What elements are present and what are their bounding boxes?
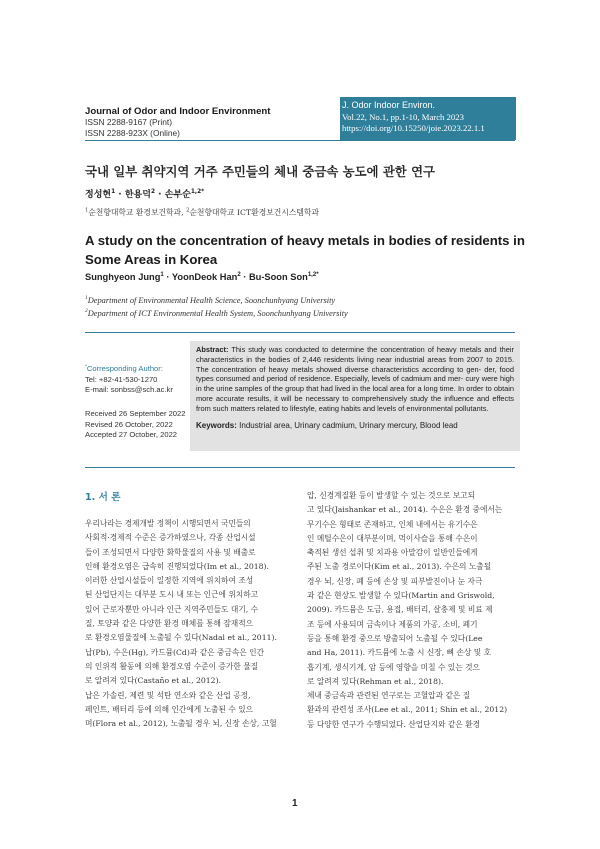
text-line: 로 알려져 있다(Rehman et al., 2018).: [307, 676, 444, 686]
text-line: 우리나라는 경제개발 정책이 시행되면서 국민들의: [85, 519, 251, 528]
affil-en-1-sup: 1: [85, 295, 88, 302]
author-en-2-sup: 2: [237, 271, 241, 278]
section-heading-introduction: 1. 서 론: [85, 492, 121, 503]
text-line: 질, 토양과 같은 다양한 환경 매체를 통해 잠재적으: [85, 619, 254, 629]
abstract-line: This study was conducted to determine the concentration of heavy metals and: [231, 345, 497, 354]
author-separator: ·: [163, 272, 172, 282]
text-line: 있어 근로자뿐만 아니라 인근 지역주민들도 대기, 수: [85, 604, 259, 614]
text-line: 2009). 카드뮴은 도금, 용접, 배터리, 살충제 및 비료 제: [307, 605, 493, 615]
journal-doi[interactable]: https://doi.org/10.15250/joie.2023.22.1.1: [342, 123, 485, 133]
text-line: and Ha, 2011). 카드뮴에 노출 시 신장, 뼈 손상 및 호: [307, 648, 492, 658]
text-line: 무기수은 형태로 존재하고, 인체 내에서는 유기수은: [307, 519, 478, 529]
author-en-2: YoonDeok Han: [171, 272, 238, 282]
affil-ko-1: 순천향대학교 환경보건학과,: [88, 208, 187, 217]
text-line: 납은 가솔린, 제련 및 석탄 연소와 같은 산업 공정,: [85, 690, 251, 700]
text-line: 들이 조성되면서 다양한 화학물질의 사용 및 배출로: [85, 547, 256, 557]
abstract-box: [190, 341, 520, 451]
keywords: [196, 421, 514, 431]
text-line: 흡기계, 생식기계, 암 등에 영향을 미칠 수 있는 것으: [307, 662, 480, 672]
date-accepted: Accepted 27 October, 2022: [85, 430, 178, 439]
abstract-line: cury were high in the urine samples of the group that had lived in the local area for a long: [196, 374, 514, 394]
text-line: 체내 중금속과 관련된 연구로는 고혈압과 같은 질: [307, 691, 471, 701]
text-line: 인 메틸수은이 대부분이며, 먹이사슬을 통해 수은이: [307, 533, 478, 543]
author-en-3: Bu-Soon Son: [248, 272, 308, 282]
text-line: 조 등에 사용되며 금속이나 제품의 가공, 소비, 폐기: [307, 619, 478, 629]
affiliation-english-2: [85, 309, 348, 318]
text-line: 납(Pb), 수은(Hg), 카드뮴(Cd)과 같은 중금속은 인간: [85, 647, 265, 657]
text-line: 축적된 생선 섭취 및 치과용 아말감이 일반인들에게: [307, 548, 478, 558]
header-rule: [85, 140, 515, 141]
text-line: 의 인위적 활동에 의해 환경오염 수준이 증가한 물질: [85, 661, 259, 671]
text-line: 압, 신경계질환 등이 발생할 수 있는 것으로 보고되: [307, 491, 476, 500]
abstract-line: 2015. The concentration of heavy metals showed diverse characteristics according to gen-: [196, 354, 514, 374]
page-number: 1: [292, 798, 298, 809]
journal-name: Journal of Odor and Indoor Environment: [85, 106, 271, 117]
author-ko-1-sup: 1: [111, 189, 116, 195]
journal-abbrev: J. Odor Indoor Environ.: [342, 100, 436, 110]
author-separator: ·: [115, 190, 125, 200]
affil-en-2-sup: 2: [85, 308, 88, 315]
author-ko-2-sup: 2: [150, 189, 156, 195]
keywords-label: Keywords:: [196, 420, 237, 430]
author-separator: ·: [240, 272, 249, 282]
affil-ko-1-sup: 1: [85, 207, 89, 214]
issn-online: ISSN 2288-923X (Online): [85, 127, 180, 138]
text-line: 등을 통해 환경 중으로 방출되어 노출될 수 있다(Lee: [307, 633, 483, 643]
body-column-left: [85, 517, 295, 731]
journal-citation-banner: [340, 97, 516, 140]
text-line: 과 같은 현상도 발생할 수 있다(Martin and Griswold,: [307, 591, 495, 601]
abstract-label: Abstract:: [196, 345, 229, 354]
author-en-1: Sunghyeon Jung: [85, 272, 161, 282]
title-english: A study on the concentration of heavy metals in bodies of residents in Some Areas in Korea: [85, 233, 525, 267]
abstract-text: [196, 345, 514, 414]
text-line: 이러한 산업시설들이 일정한 지역에 위치하여 조성: [85, 576, 254, 586]
text-line: 고 있다(Jaishankar et al., 2014). 수은은 환경 중에서는: [307, 505, 503, 515]
affil-ko-2: 순천향대학교 ICT환경보건시스템학과: [189, 208, 319, 217]
text-line: 환과의 관련성 조사(Lee et al., 2011; Shin et al., 2012): [307, 705, 508, 715]
author-ko-3: 손부순: [164, 190, 191, 200]
abstract-rule: [85, 467, 515, 468]
text-line: 등 다양한 연구가 수행되었다. 산업단지와 같은 환경: [307, 719, 481, 729]
corr-sup: *: [85, 364, 87, 370]
author-en-3-sup: 1,2*: [307, 271, 319, 278]
article-dates: [85, 409, 185, 441]
author-separator: ·: [155, 190, 165, 200]
date-revised: Revised 26 October, 2022: [85, 419, 173, 429]
journal-header: [85, 106, 340, 140]
corr-tel: Tel: +82-41-530-1270: [85, 374, 158, 384]
date-received: Received 26 September 2022: [85, 409, 186, 418]
title-korean: 국내 일부 취약지역 거주 주민들의 체내 중금속 농도에 관한 연구: [85, 164, 436, 179]
affil-en-1-text: Department of Environmental Health Science, Soonchunhyang University: [87, 296, 336, 305]
text-line: 인해 환경오염은 급속히 진행되었다(Im et al., 2018).: [85, 561, 269, 571]
author-en-1-sup: 1: [160, 271, 164, 278]
abstract-line: the influence and effects from such matters related to lifestyle, eating habits and levels of: [196, 393, 514, 413]
corr-title: Corresponding Author:: [86, 364, 163, 373]
text-line: 사회적·경제적 수준은 증가하였으나, 각종 산업시설: [85, 533, 256, 543]
abstract-line: time. In order to obtain more accurate results, it will be necessary to comprehensively study: [196, 384, 514, 403]
author-ko-2: 한용덕: [124, 190, 151, 200]
journal-volume: Vol.22, No.1, pp.1-10, March 2023: [342, 111, 464, 122]
text-line: 주된 노출 경로이다(Kim et al., 2013). 수은의 노출될: [307, 562, 492, 572]
abstract-line: der, food types consumed and period of residence. Especially, levels of cadmium and mer-: [196, 364, 515, 384]
keywords-list: Industrial area, Urinary cadmium, Urinary mercury, Blood lead: [239, 420, 458, 430]
issn-print: ISSN 2288-9167 (Print): [85, 117, 173, 127]
text-line: 페인트, 배터리 등에 의해 인간에게 노출된 수 있으: [85, 704, 254, 714]
author-ko-1: 정성현: [85, 190, 112, 200]
text-line: 며(Flora et al., 2012), 노출될 경우 뇌, 신장 손상, 고혈: [85, 719, 277, 729]
corr-email[interactable]: E-mail: sonbss@sch.ac.kr: [85, 385, 173, 394]
affiliations-korean: [85, 207, 319, 218]
text-line: 된 산업단지는 대부분 도시 내 또는 인근에 위치하고: [85, 590, 259, 600]
affiliation-english-1: [85, 296, 335, 305]
corresponding-author: [85, 364, 173, 396]
text-line: 로 환경오염물질에 노출될 수 있다(Nadal et al., 2011).: [85, 633, 277, 643]
text-line: 로 알려져 있다(Castaño et al., 2012).: [85, 676, 222, 686]
section-rule: [85, 332, 515, 333]
affil-ko-2-sup: 2: [186, 207, 190, 214]
abstract-line: environmental pollutants.: [406, 403, 489, 413]
abstract-line: their characteristics in the bodies of 2,446 residents living near industrial areas from 2007 to: [196, 345, 515, 364]
author-ko-3-sup: 1,2*: [190, 189, 205, 195]
authors-english: [85, 272, 319, 282]
body-column-right: [307, 489, 522, 732]
authors-korean: [85, 187, 204, 200]
text-line: 경우 뇌, 신장, 폐 등에 손상 및 피부발진이나 눈 자극: [307, 576, 483, 586]
affil-en-2-text: Department of ICT Environmental Health System, Soonchunhyang University: [87, 309, 348, 318]
